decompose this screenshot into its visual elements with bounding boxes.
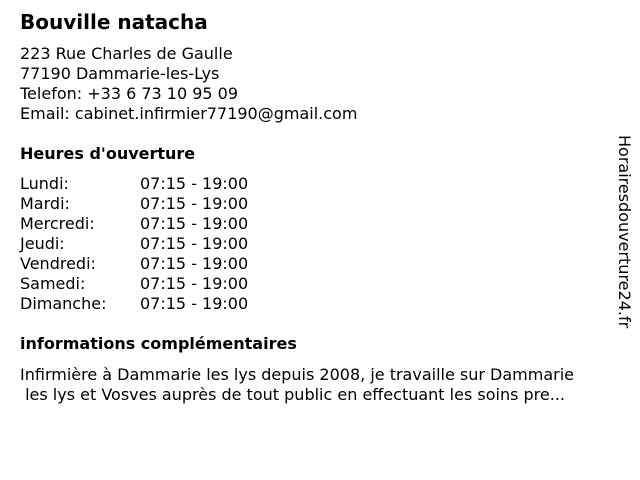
address-street: 223 Rue Charles de Gaulle <box>20 44 233 63</box>
hours-day: Mercredi: <box>20 214 95 233</box>
hours-time: 07:15 - 19:00 <box>140 174 249 193</box>
hours-day: Vendredi: <box>20 254 96 273</box>
hours-time: 07:15 - 19:00 <box>140 294 249 313</box>
hours-row-mercredi <box>20 214 248 234</box>
description-line-2: les lys et Vosves auprès de tout public en effectuant les soins pre... <box>20 385 565 404</box>
contact-block <box>20 44 357 124</box>
hours-time: 07:15 - 19:00 <box>140 194 249 213</box>
hours-row-samedi <box>20 274 248 294</box>
hours-row-vendredi <box>20 254 248 274</box>
hours-time: 07:15 - 19:00 <box>140 234 249 253</box>
hours-row-lundi <box>20 174 248 194</box>
phone-text: Telefon: +33 6 73 10 95 09 <box>20 84 239 103</box>
site-watermark: Horairesdouverture24.fr <box>615 135 634 329</box>
opening-hours-heading: Heures d'ouverture <box>20 144 196 163</box>
hours-day: Mardi: <box>20 194 70 213</box>
hours-day: Lundi: <box>20 174 69 193</box>
hours-day: Samedi: <box>20 274 86 293</box>
description-text <box>20 365 630 405</box>
address-city: 77190 Dammarie-les-Lys <box>20 64 220 83</box>
business-name: Bouville natacha <box>20 10 208 34</box>
hours-time: 07:15 - 19:00 <box>140 214 249 233</box>
hours-time: 07:15 - 19:00 <box>140 254 249 273</box>
opening-hours-table <box>20 174 248 314</box>
hours-row-dimanche <box>20 294 248 314</box>
additional-info-heading: informations complémentaires <box>20 334 297 353</box>
hours-time: 07:15 - 19:00 <box>140 274 249 293</box>
hours-row-jeudi <box>20 234 248 254</box>
email-text: Email: cabinet.infirmier77190@gmail.com <box>20 104 358 123</box>
hours-day: Jeudi: <box>20 234 65 253</box>
hours-row-mardi <box>20 194 248 214</box>
hours-day: Dimanche: <box>20 294 107 313</box>
description-line-1: Infirmière à Dammarie les lys depuis 2008, je travaille sur Dammarie <box>20 365 574 384</box>
